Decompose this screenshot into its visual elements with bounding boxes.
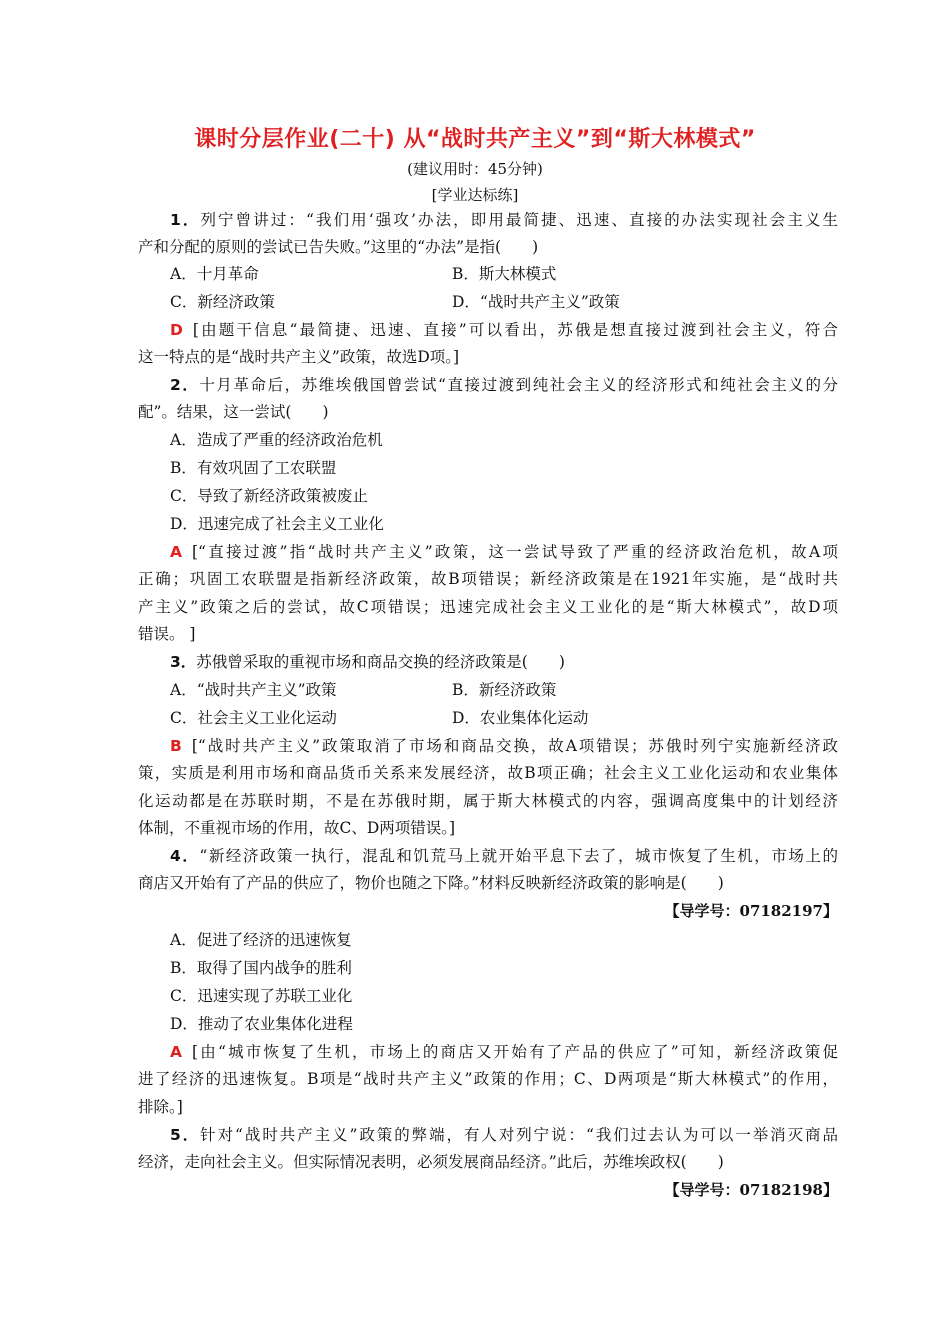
q1-explanation-line2: 这一特点的是“战时共产主义”政策，故选D项。] [138,348,460,366]
q4-option-b: B．取得了国内战争的胜利 [170,959,352,977]
q4-number: 4． [170,847,200,865]
q2-number: 2． [170,376,200,394]
q3-stem-line1: 苏俄曾采取的重视市场和商品交换的经济政策是( ) [196,653,565,671]
q3-stem [170,651,838,673]
q5-stem [170,1124,838,1146]
q2-answer: A [170,543,182,561]
q2-option-b: B．有效巩固了工农联盟 [170,459,337,477]
q1-stem-line1: 列宁曾讲过：“我们用‘强攻’办法，即用最简捷、迅速、直接的办法实现社会主义生 [200,211,838,229]
q2-stem-line1: 十月革命后，苏维埃俄国曾尝试“直接过渡到纯社会主义的经济形式和纯社会主义的分 [199,376,838,394]
q3-option-c: C．社会主义工业化运动 [170,709,337,727]
q4-stem-line2: 商店又开始有了产品的供应了，物价也随之下降。”材料反映新经济政策的影响是( ) [138,874,724,892]
q4-answer: A [170,1043,182,1061]
q2-explanation-line1: [“直接过渡”指“战时共产主义”政策，这一尝试导致了严重的经济政治危机，故A项 [192,543,838,561]
q2-stem [170,374,838,396]
q3-explanation-line2: 策，实质是利用市场和商品货币关系来发展经济，故B项正确；社会主义工业化运动和农业集体 [138,764,838,782]
q3-explanation-line3: 化运动都是在苏联时期，不是在苏俄时期，属于斯大林模式的内容，强调高度集中的计划经济 [138,792,838,810]
q1-explanation [170,319,838,341]
q4-explanation-line3: 排除。] [138,1098,183,1116]
q3-explanation-line1: [“战时共产主义”政策取消了市场和商品交换，故A项错误；苏俄时列宁实施新经济政 [191,737,838,755]
q3-explanation [170,735,838,757]
q5-number: 5． [170,1126,201,1144]
q2-explanation-line2: 正确；巩固工农联盟是指新经济政策，故B项错误；新经济政策是在1921年实施，是“战时共 [138,570,838,588]
q5-stem-line1: 针对“战时共产主义”政策的弊端，有人对列宁说：“我们过去认为可以一举消灭商品 [200,1126,838,1144]
q2-explanation [170,541,838,563]
q2-option-d: D．迅速完成了社会主义工业化 [170,515,384,533]
q2-explanation-line4: 错误。 ] [138,625,196,643]
q4-stem-line1: “新经济政策一执行，混乱和饥荒马上就开始平息下去了，城市恢复了生机，市场上的 [199,847,838,865]
q2-stem-line2: 配”。结果，这一尝试( ) [138,403,329,421]
q1-option-a: A．十月革命 [170,265,259,283]
q4-option-d: D．推动了农业集体化进程 [170,1015,353,1033]
q3-option-b: B．新经济政策 [452,681,557,699]
q5-stem-line2: 经济，走向社会主义。但实际情况表明，必须发展商品经济。”此后，苏维埃政权( ) [138,1153,724,1171]
time-hint: (建议用时：45分钟) [407,160,543,178]
q1-answer: D [170,321,183,339]
q3-answer: B [170,737,182,755]
q5-guide-number: 【导学号：07182198】 [664,1181,838,1199]
q2-option-c: C．导致了新经济政策被废止 [170,487,368,505]
q4-option-a: A．促进了经济的迅速恢复 [170,931,352,949]
q4-explanation [170,1041,838,1063]
q4-explanation-line1: [由“城市恢复了生机，市场上的商店又开始有了产品的供应了”可知，新经济政策促 [192,1043,838,1061]
page-title: 课时分层作业(二十) 从“战时共产主义”到“斯大林模式” [194,127,756,152]
q1-option-d: D．“战时共产主义”政策 [452,293,620,311]
q1-option-c: C．新经济政策 [170,293,275,311]
q3-option-d: D．农业集体化运动 [452,709,589,727]
q1-number: 1． [170,211,201,229]
q3-option-a: A．“战时共产主义”政策 [170,681,337,699]
q3-number: 3． [170,653,197,671]
q1-stem-line2: 产和分配的原则的尝试已告失败。”这里的“办法”是指( ) [138,238,539,256]
q1-stem [170,209,838,231]
q2-explanation-line3: 产主义”政策之后的尝试，故C项错误；迅速完成社会主义工业化的是“斯大林模式”，故D项 [138,598,838,616]
q4-option-c: C．迅速实现了苏联工业化 [170,987,353,1005]
section-label: [学业达标练] [431,186,519,204]
q1-option-b: B．斯大林模式 [452,265,557,283]
q4-guide-number: 【导学号：07182197】 [664,902,838,920]
q3-explanation-line4: 体制，不重视市场的作用，故C、D两项错误。] [138,819,456,837]
q1-explanation-line1: [由题干信息“最简捷、迅速、直接”可以看出，苏俄是想直接过渡到社会主义，符合 [192,321,838,339]
q2-option-a: A．造成了严重的经济政治危机 [170,431,383,449]
q4-stem [170,845,838,867]
q4-explanation-line2: 进了经济的迅速恢复。B项是“战时共产主义”政策的作用；C、D两项是“斯大林模式”的作用， [138,1070,838,1088]
